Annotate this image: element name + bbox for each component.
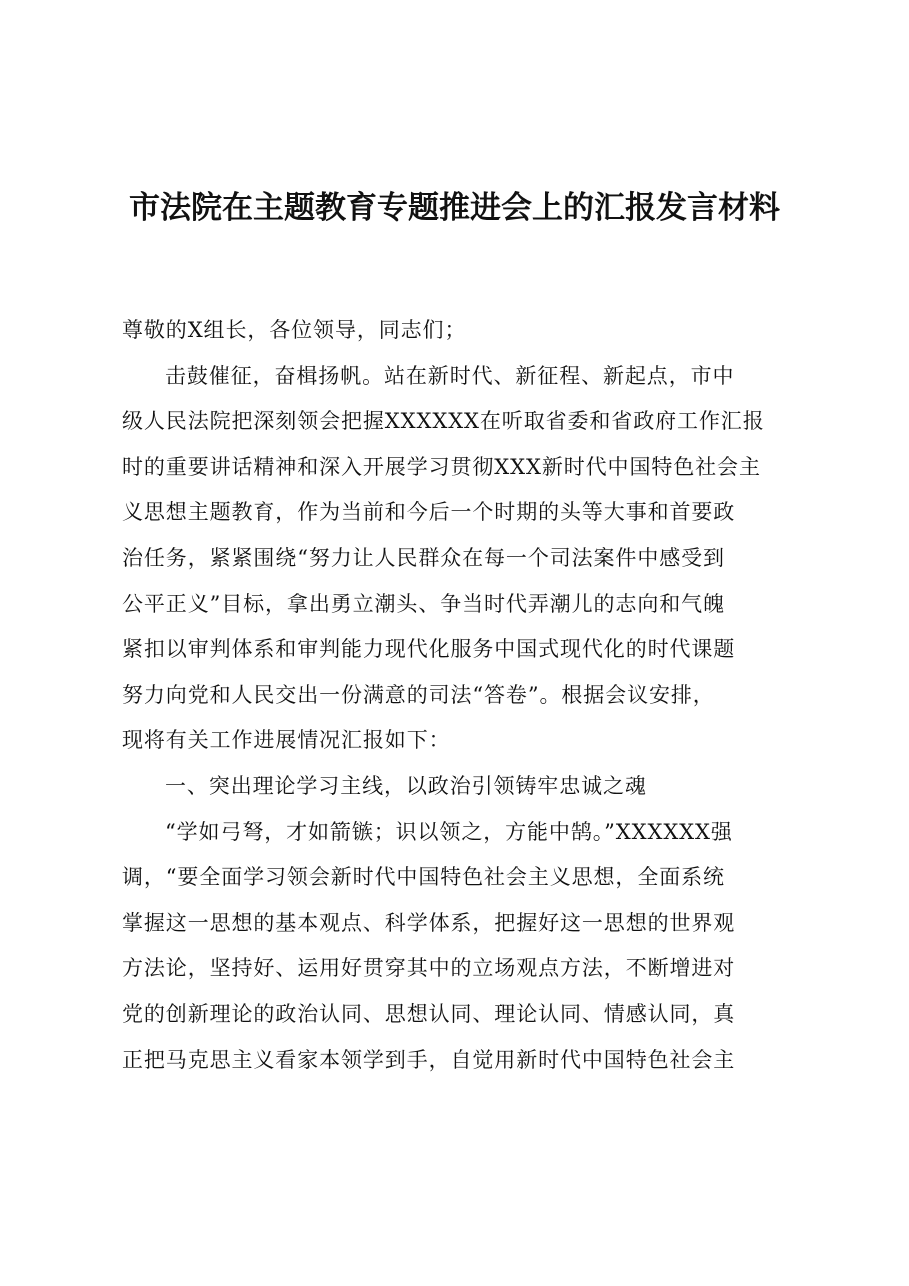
paragraph-1-line-1: 击鼓催征，奋楫扬帆。站在新时代、新征程、新起点，市中 xyxy=(165,363,735,388)
paragraph-1-line-5: 治任务，紧紧围绕“努力让人民群众在每一个司法案件中感受到 xyxy=(122,545,725,570)
paragraph-2-line-3: 掌握这一思想的基本观点、科学体系，把握好这一思想的世界观 xyxy=(122,910,736,935)
paragraph-1-line-3: 时的重要讲话精神和深入开展学习贯彻XXX新时代中国特色社会主 xyxy=(122,454,761,479)
paragraph-1-line-6: 公平正义”目标，拿出勇立潮头、争当时代弄潮儿的志向和气魄 xyxy=(122,591,725,616)
section-heading-1: 一、突出理论学习主线，以政治引领铸牢忠诚之魂 xyxy=(165,773,647,798)
paragraph-1-line-2: 级人民法院把深刻领会把握XXXXXX在听取省委和省政府工作汇报 xyxy=(122,409,765,434)
paragraph-2-line-4: 方法论，坚持好、运用好贯穿其中的立场观点方法，不断增进对 xyxy=(122,956,736,981)
paragraph-1-line-4: 义思想主题教育，作为当前和今后一个时期的头等大事和首要政 xyxy=(122,500,736,525)
paragraph-1-line-7: 紧扣以审判体系和审判能力现代化服务中国式现代化的时代课题 xyxy=(122,637,736,662)
paragraph-1-line-9: 现将有关工作进展情况汇报如下： xyxy=(122,728,451,753)
paragraph-1-line-8: 努力向党和人民交出一份满意的司法“答卷”。根据会议安排， xyxy=(122,682,715,707)
salutation-line: 尊敬的X组长，各位领导，同志们； xyxy=(122,318,467,342)
paragraph-2-line-1: “学如弓弩，才如箭镞；识以领之，方能中鹄。”XXXXXX强 xyxy=(165,819,733,844)
paragraph-2-line-5: 党的创新理论的政治认同、思想认同、理论认同、情感认同，真 xyxy=(122,1001,736,1026)
document-title: 市法院在主题教育专题推进会上的汇报发言材料 xyxy=(129,190,780,226)
paragraph-2-line-2: 调，“要全面学习领会新时代中国特色社会主义思想，全面系统 xyxy=(122,865,725,890)
document-body xyxy=(122,308,822,1083)
paragraph-2-line-6: 正把马克思主义看家本领学到手，自觉用新时代中国特色社会主 xyxy=(122,1047,736,1072)
